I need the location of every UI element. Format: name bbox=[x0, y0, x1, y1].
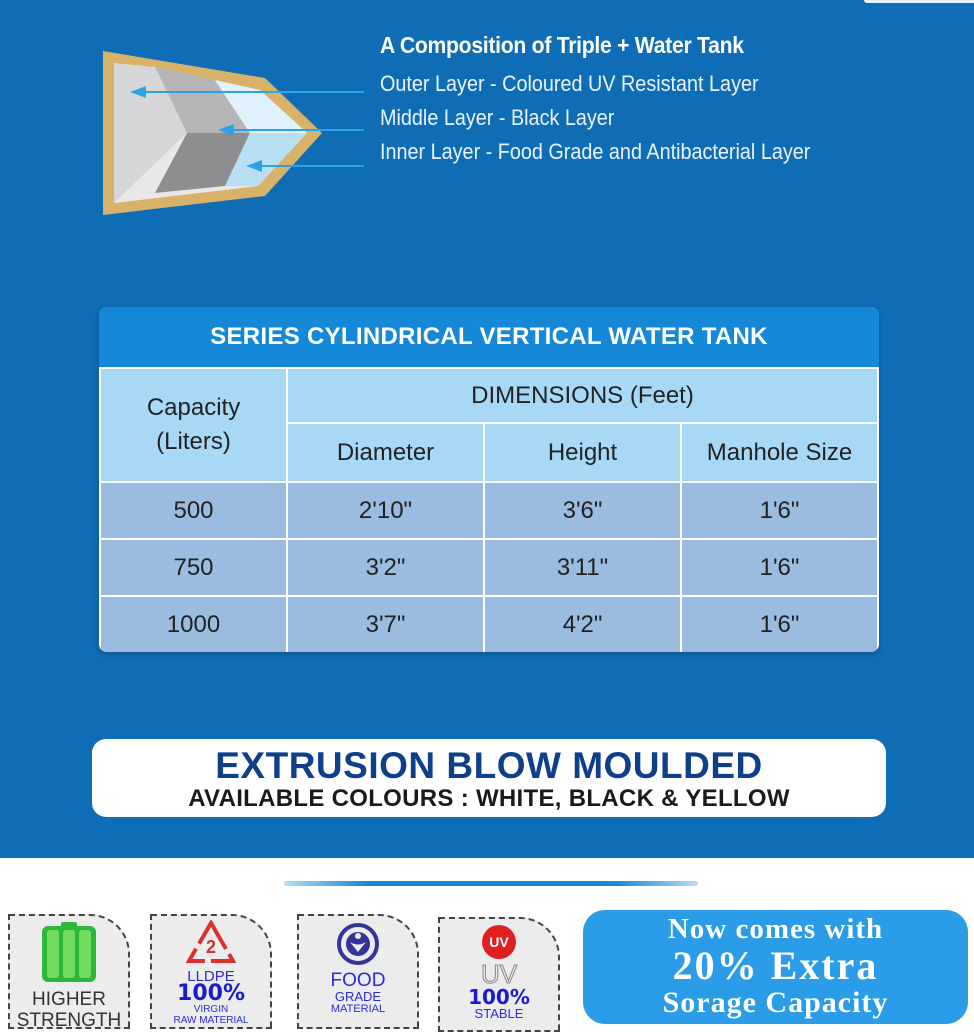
height-cell: 4'2" bbox=[484, 596, 681, 652]
badge-lldpe bbox=[150, 914, 272, 1029]
capacity-cell: 750 bbox=[100, 539, 287, 596]
manhole-cell: 1'6" bbox=[681, 539, 878, 596]
promo-banner bbox=[583, 910, 968, 1024]
food-safe-icon bbox=[336, 922, 380, 966]
height-header: Height bbox=[484, 423, 681, 482]
promo-line1: Now comes with bbox=[667, 913, 884, 945]
capacity-header-line1: Capacity bbox=[146, 394, 241, 421]
banner-subtitle: AVAILABLE COLOURS : WHITE, BLACK & YELLOW bbox=[188, 785, 790, 812]
badge-line3: MATERIAL bbox=[330, 1003, 386, 1015]
badge-line2: GRADE bbox=[334, 989, 382, 1004]
height-cell: 3'6" bbox=[484, 482, 681, 539]
badge-line1: UV bbox=[480, 959, 518, 989]
specs-table-card bbox=[99, 307, 879, 652]
capacity-cell: 500 bbox=[100, 482, 287, 539]
badge-higher-strength bbox=[8, 914, 130, 1029]
badge-line3: VIRGIN bbox=[193, 1004, 229, 1015]
badge-food-grade bbox=[297, 914, 419, 1029]
manhole-header: Manhole Size bbox=[681, 423, 878, 482]
inner-layer-label: Inner Layer - Food Grade and Antibacterial Layer bbox=[380, 139, 811, 164]
uv-icon: UV bbox=[482, 925, 516, 959]
composition-section bbox=[380, 32, 858, 169]
manhole-cell: 1'6" bbox=[681, 596, 878, 652]
capacity-header-line2: (Liters) bbox=[156, 428, 231, 455]
table-row bbox=[100, 482, 878, 539]
badge-line1: LLDPE bbox=[187, 968, 235, 985]
composition-title: A Composition of Triple + Water Tank bbox=[380, 32, 744, 58]
extrusion-banner bbox=[92, 739, 886, 817]
promo-line3: Sorage Capacity bbox=[662, 986, 889, 1019]
table-row bbox=[100, 539, 878, 596]
middle-layer-label: Middle Layer - Black Layer bbox=[380, 105, 615, 130]
recycle-2-icon bbox=[186, 920, 236, 964]
banner-title: EXTRUSION BLOW MOULDED bbox=[215, 745, 763, 786]
badge-line2: 100% bbox=[177, 981, 245, 1006]
divider-line bbox=[284, 881, 698, 886]
badge-uv-stable bbox=[438, 917, 560, 1032]
specs-table bbox=[99, 367, 879, 652]
badge-line1: HIGHER bbox=[32, 989, 106, 1010]
badge-line2: STRENGTH bbox=[16, 1010, 122, 1029]
capacity-header bbox=[100, 368, 287, 482]
diameter-cell: 2'10" bbox=[287, 482, 484, 539]
diameter-header: Diameter bbox=[287, 423, 484, 482]
diameter-cell: 3'7" bbox=[287, 596, 484, 652]
badge-line2: 100% bbox=[468, 985, 530, 1009]
triple-layer-diagram-icon bbox=[100, 48, 330, 218]
badge-line1: FOOD bbox=[330, 970, 386, 991]
layered-tank-icon bbox=[39, 922, 99, 984]
outer-layer-label: Outer Layer - Coloured UV Resistant Layer bbox=[380, 71, 759, 96]
manhole-cell: 1'6" bbox=[681, 482, 878, 539]
diameter-cell: 3'2" bbox=[287, 539, 484, 596]
pointer-lines bbox=[320, 80, 380, 180]
badge-line3: STABLE bbox=[474, 1006, 524, 1021]
svg-text:2: 2 bbox=[205, 937, 217, 957]
table-row bbox=[100, 596, 878, 652]
table-title: SERIES CYLINDRICAL VERTICAL WATER TANK bbox=[99, 307, 879, 367]
capacity-cell: 1000 bbox=[100, 596, 287, 652]
dimensions-header: DIMENSIONS (Feet) bbox=[287, 368, 878, 423]
promo-line2: 20% Extra bbox=[672, 943, 879, 988]
corner-tab bbox=[864, 0, 974, 3]
badge-line4: RAW MATERIAL bbox=[173, 1015, 249, 1026]
height-cell: 3'11" bbox=[484, 539, 681, 596]
